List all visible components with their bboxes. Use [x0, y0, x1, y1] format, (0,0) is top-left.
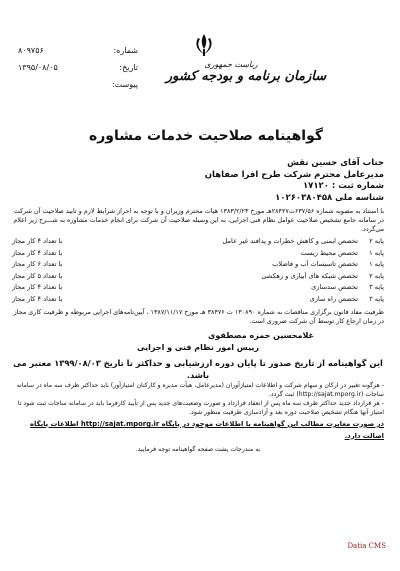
certificate-page [6, 4, 394, 564]
notes [12, 381, 384, 417]
note-item: - هر قرارداد جدید حداکثر ظرف سه ماه پس از انعقاد قرارداد و صورت وضعیت‌های جدید پس از تأیید کارفرما باید در سامانه ساجات ثبت شود تا امتیاز آنها هنگام تشخیص صلاحیت دوره بعد و آزادسازی ظرفیت منظور شود. [17, 400, 384, 416]
registration-number: شماره ثبت : ۱۷۱۲۰ [302, 181, 384, 191]
note-item: - هرگونه تغییر در ارکان و سهام شرکت و اطلاعات امتیازآوران (مدیرعامل، هیأت مدیره و کارکنان امتیازآور) باید حداکثر ظرف سه ماه در سامانه ساجات (http://sajat.mporg.ir) ثبت گردد. [16, 382, 384, 398]
category-row: پایه ۲ تخصص ایمنی و کاهش خطرات و پدافند غیر عامل با تعداد ۴ کار مجاز [12, 237, 384, 245]
national-id: شناسه ملی ۱۰۲۶۰۳۸۰۴۵۸ [275, 192, 384, 203]
signatory-position: رییس امور نظام فنی و اجرایی [137, 343, 259, 352]
category-row: پایه ۳ تخصص راه سازی با تعداد ۴ کار مجاز [12, 294, 384, 303]
date-label: تاریخ: [119, 63, 138, 72]
org-title: سازمان برنامه و بودجه کشور [165, 69, 327, 84]
category-row: پایه ۳ تخصص سدسازی با تعداد ۴ کار مجاز [12, 283, 384, 291]
attachment-label: پیوست: [111, 80, 138, 89]
stamp-text: Datia CMS [347, 542, 386, 550]
organization-name [146, 60, 346, 84]
certificate-title: گواهینامه صلاحیت خدمات مشاوره [88, 128, 324, 144]
category-list [12, 236, 384, 305]
signature-block [12, 330, 384, 354]
iran-emblem-icon [192, 32, 216, 58]
document-meta [18, 42, 138, 93]
footer-note: به مندرجات پشت صفحه گواهینامه توجه فرمایید. [135, 446, 261, 453]
warning-line: در صورت مغایرت مطالب این گواهینامه با اطلاعات موجود در پایگاه http://sajat.mporg.ir اطلاعات پایگاه اصالت دارد. [30, 420, 384, 440]
number-label: شماره: [113, 46, 138, 55]
category-row: پایه ۲ تخصص شبکه های آبیاری و زهکشی با تعداد ۵ کار مجاز [12, 271, 384, 280]
intro-paragraph: با استناد به مصوبه شماره ۶۳۷/۵۶ت۲۸۴۲۷هـ مورخ ۱۳۸۳/۲/۲۳ هیات محترم وزیران و با توجه به احراز شرایط لازم و تایید صلاحیت آن شرکت در سامانه جامع تشخیص صلاحیت عوامل نظام فنی اجرایی، به این وسیله صلاحیت آن شرکت برای انجام خدمات مشاوره به شـــرح زیر اعلام می‌گردد. [13, 207, 384, 233]
validity-statement: این گواهینامه از تاریخ صدور تا پایان دوره ارزشیابی و حداکثر تا تاریخ ۱۳۹۹/۰۸/۰۳ معتبر می باشد. [13, 358, 383, 380]
capacity-note: ظرفیت مفاد قانون برگزاری مناقصات به شماره ۱۳۰۸۹۰ ت ۳۸۴۷۶ هـ مورخ ۱۳۸۷/۱۱/۱۷ ، آیین‌نامه‌های اجرایی مربوطه و ظرفیت کاری مجاز در زمان ارجاع کار توسط آن شرکت ضروری است. [13, 308, 384, 325]
recipient-line2: مدیرعامل محترم شرکت طرح افرا صفاهان [204, 169, 384, 180]
category-row: پایه ۱ تخصص تاسیسات آب و فاضلاب با تعداد ۶ کار مجاز [12, 260, 384, 268]
signatory-name: غلامحسین حمزه مصطفوی [208, 331, 314, 340]
number-value: ۸۰۹۷۵۶ [18, 46, 44, 55]
org-small-caption: ریاست جمهوری [204, 60, 258, 69]
date-value: ۱۳۹۵/۰۸/۰۵ [18, 63, 58, 72]
certificate-body [12, 158, 384, 456]
recipient-line1: جناب آقای حسین نقش [287, 158, 384, 168]
category-row: پایه ۱ تخصص محیط زیست با تعداد ۴ کار مجاز [12, 248, 384, 257]
